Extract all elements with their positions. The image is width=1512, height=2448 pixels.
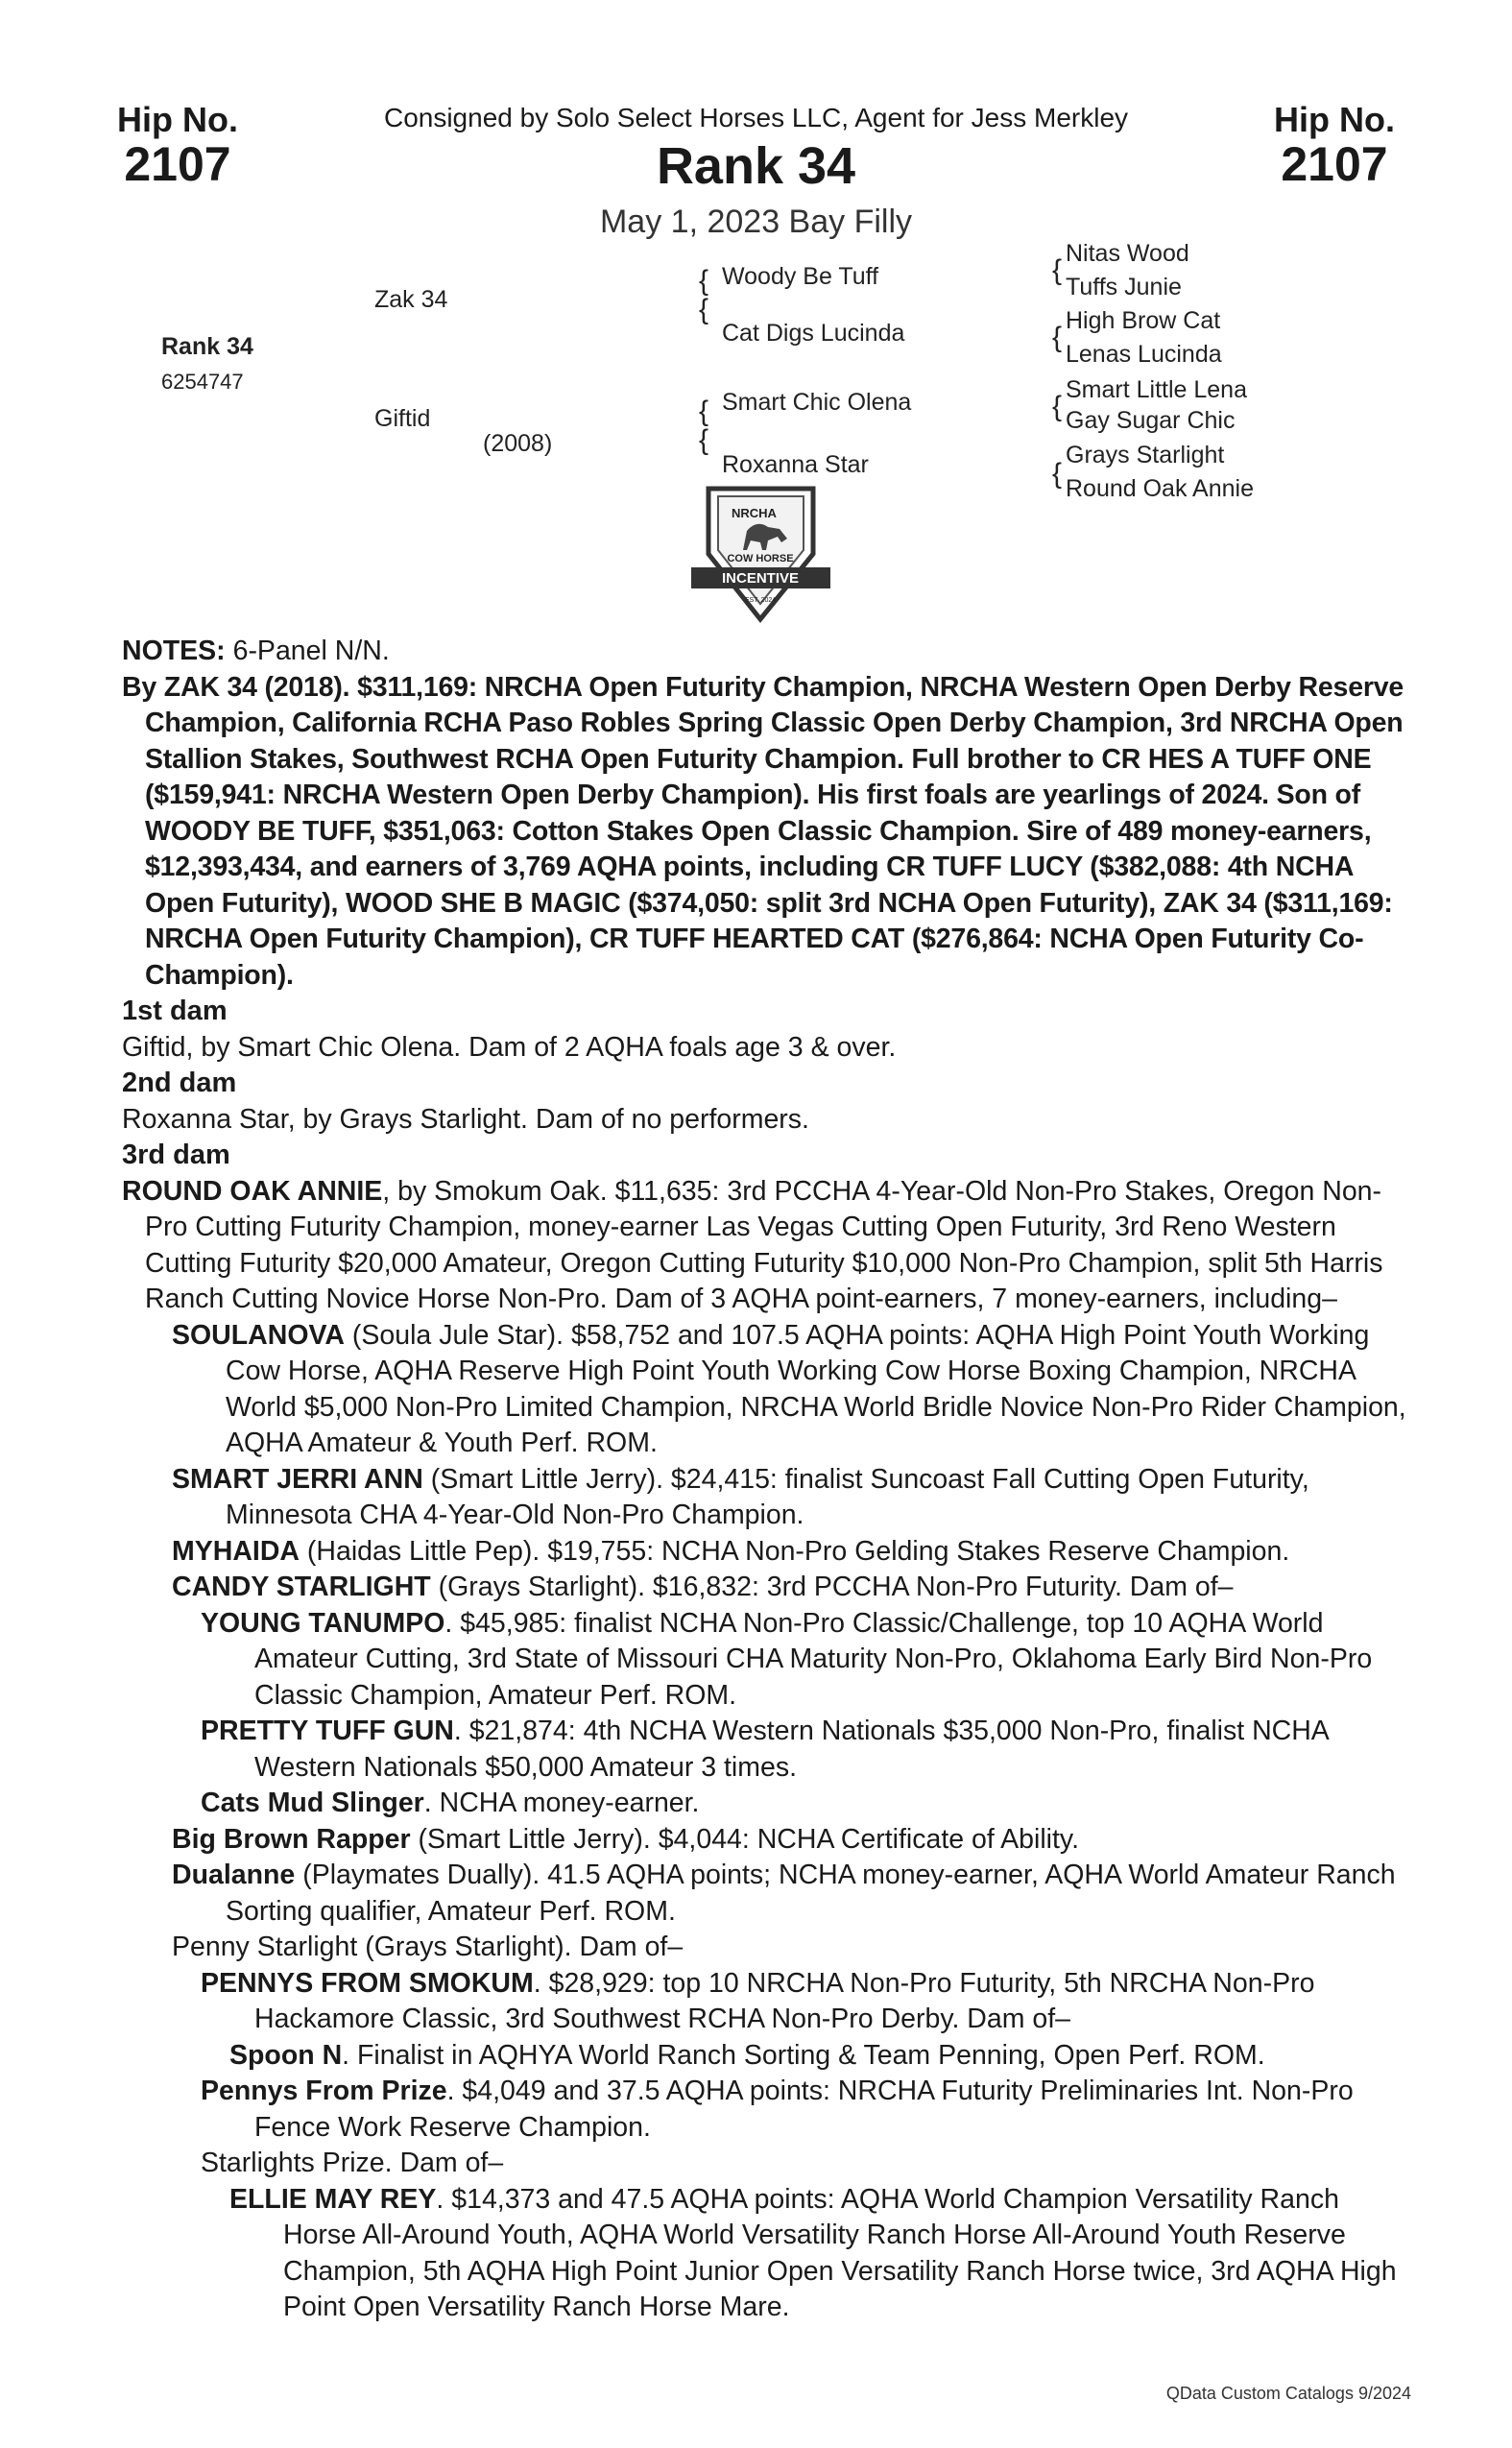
produce-name: SMART JERRI ANN [172, 1463, 423, 1495]
produce-name: ELLIE MAY REY [229, 2183, 437, 2215]
produce-big-brown-rapper [172, 1822, 1408, 1859]
pedigree-sire-dam: Cat Digs Lucinda [722, 320, 905, 347]
produce-candy-starlight [172, 1570, 1408, 1606]
produce-text: . $21,874: 4th NCHA Western Nationals $35,000 Non-Pro, finalist NCHA Western Nationals $50,000 Amateur 3 times. [254, 1716, 1329, 1783]
nrcha-incentive-logo [691, 485, 830, 624]
pedigree-g2: Tuffs Junie [1066, 274, 1182, 300]
catalog-footer: QData Custom Catalogs 9/2024 [1165, 2384, 1411, 2403]
notes-line [122, 634, 1408, 670]
produce-name: CANDY STARLIGHT [172, 1572, 431, 1602]
produce-name: PRETTY TUFF GUN [201, 1716, 454, 1746]
pedigree-sire: Zak 34 [374, 286, 448, 313]
produce-name: Dualanne [172, 1860, 296, 1890]
pedigree-brace-g3: { [1052, 322, 1063, 353]
hip-number-left: 2107 [124, 137, 231, 191]
candy-starlight-produce [172, 1606, 1408, 1822]
produce-text: (Soula Jule Star). $58,752 and 107.5 AQHA points: AQHA High Point Youth Working Cow Horse, AQHA Reserve High Point Youth Working Cow Horse Boxing Champion, NRCHA World $5,000 Non-Pro Limited Champion, NRCHA World Bridle Novice Non-Pro Rider Champion, AQHA Amateur & Youth Perf. ROM. [226, 1319, 1406, 1458]
produce-text: . $4,049 and 37.5 AQHA points: NRCHA Futurity Preliminaries Int. Non-Pro Fence Work Reserve Champion. [254, 2076, 1354, 2143]
pedigree-brace-sire-2: { [699, 294, 709, 325]
produce-starlights-prize: Starlights Prize. Dam of– [201, 2148, 504, 2178]
pedigree-brace-dam-2: { [699, 424, 709, 456]
produce-name: Spoon N [229, 2039, 343, 2071]
produce-text: (Smart Little Jerry). $24,415: finalist Suncoast Fall Cutting Open Futurity, Minnesota CHA 4-Year-Old Non-Pro Champion. [226, 1463, 1309, 1530]
produce-name: Big Brown Rapper [172, 1823, 411, 1855]
produce-name: SOULANOVA [172, 1319, 345, 1351]
dam1-heading: 1st dam [122, 996, 228, 1026]
sire-paragraph: By ZAK 34 (2018). $311,169: NRCHA Open Futurity Champion, NRCHA Western Open Derby Reserve Champion, California RCHA Paso Robles Spring Classic Open Derby Champion, 3rd NRCHA Open Stallion Stakes, Southwest RCHA Open Futurity Champion. Full brother to CR HES A TUFF ONE ($159,941: NRCHA Western Open Derby Champion). His first foals are yearlings of 2024. Son of WOODY BE TUFF, $351,063: Cotton Stakes Open Classic Champion. Sire of 489 money-earners, $12,393,434, and earners of 3,769 AQHA points, including CR TUFF LUCY ($382,088: 4th NCHA Open Futurity), WOOD SHE B MAGIC ($374,050: split 3rd NCHA Open Futurity), ZAK 34 ($311,169: NRCHA Open Futurity Champion), CR TUFF HEARTED CAT ($276,864: NCHA Open Futurity Co-Champion). [122, 671, 1404, 991]
pedigree-g1: Nitas Wood [1066, 240, 1189, 267]
pedigree-dam: Giftid [374, 405, 431, 432]
svg-text:COW HORSE: COW HORSE [727, 553, 794, 564]
produce-text: (Grays Starlight). $16,832: 3rd PCCHA Non-Pro Futurity. Dam of– [430, 1572, 1234, 1602]
consignor-line: Consigned by Solo Select Horses LLC, Agent for Jess Merkley [383, 103, 1129, 132]
svg-text:NRCHA: NRCHA [732, 506, 777, 520]
dam1-text: Giftid, by Smart Chic Olena. Dam of 2 AQHA foals age 3 & over. [122, 1031, 897, 1063]
pedigree-g7: Grays Starlight [1066, 442, 1225, 468]
pedigree-brace-g1: { [1052, 254, 1063, 286]
hip-label-left: Hip No. [117, 100, 238, 139]
pedigree-g5: Smart Little Lena [1066, 376, 1247, 403]
pedigree-g4: Lenas Lucinda [1066, 341, 1222, 368]
produce-text: . $28,929: top 10 NRCHA Non-Pro Futurity, 5th NRCHA Non-Pro Hackamore Classic, 3rd Southwest RCHA Non-Pro Derby. Dam of– [254, 1967, 1315, 2034]
subject-name: Rank 34 [161, 333, 253, 360]
notes-label: NOTES: [122, 636, 226, 666]
produce-list [122, 1318, 1408, 2326]
pedigree-brace-g7: { [1052, 458, 1063, 490]
dam3-text: , by Smokum Oak. $11,635: 3rd PCCHA 4-Year-Old Non-Pro Stakes, Oregon Non-Pro Cutting Futurity Champion, money-earner Las Vegas Cutting Open Futurity, 3rd Reno Western Cutting Futurity $20,000 Amateur, Oregon Cutting Futurity $10,000 Non-Pro Champion, split 5th Harris Ranch Cutting Novice Horse Non-Pro. Dam of 3 AQHA point-earners, 7 money-earners, including– [145, 1175, 1383, 1314]
pedigree-g3: High Brow Cat [1066, 307, 1221, 334]
produce-myhaida [172, 1534, 1408, 1571]
produce-smart-jerri-ann [172, 1462, 1408, 1534]
produce-pretty-tuff-gun [201, 1714, 1408, 1786]
produce-text: . Finalist in AQHYA World Ranch Sorting & Team Penning, Open Perf. ROM. [342, 2039, 1265, 2071]
produce-name: PENNYS FROM SMOKUM [201, 1967, 534, 1999]
produce-ellie-may-rey [229, 2182, 1408, 2326]
produce-text: (Smart Little Jerry). $4,044: NCHA Certificate of Ability. [410, 1823, 1079, 1855]
produce-name: MYHAIDA [172, 1535, 300, 1567]
produce-dualanne [172, 1858, 1408, 1930]
pedigree-dam-dam: Roxanna Star [722, 451, 869, 478]
produce-text: (Haidas Little Pep). $19,755: NCHA Non-Pro Gelding Stakes Reserve Champion. [300, 1535, 1290, 1567]
produce-text: . NCHA money-earner. [423, 1788, 700, 1818]
pedigree-brace-g5: { [1052, 391, 1063, 422]
dam3-heading: 3rd dam [122, 1140, 230, 1170]
registration-number: 6254747 [161, 370, 244, 394]
produce-name: Cats Mud Slinger [201, 1788, 424, 1818]
dam2-heading: 2nd dam [122, 1068, 237, 1098]
starlights-prize-produce [201, 2182, 1408, 2326]
hip-number-right: 2107 [1281, 137, 1388, 191]
produce-pennys-from-smokum [201, 1966, 1408, 2038]
produce-spoon-n [201, 2038, 1408, 2075]
pedigree-brace-sire: { [699, 265, 709, 297]
penny-starlight-produce [172, 1966, 1408, 2326]
notes-text: 6-Panel N/N. [232, 636, 390, 666]
catalog-body [122, 634, 1408, 2326]
produce-cats-mud-slinger [201, 1786, 1408, 1822]
produce-name: Pennys From Prize [201, 2076, 447, 2106]
pedigree-sire-sire: Woody Be Tuff [722, 263, 879, 290]
dam3-name: ROUND OAK ANNIE [122, 1175, 383, 1207]
pedigree-g8: Round Oak Annie [1066, 475, 1254, 502]
produce-soulanova [172, 1318, 1408, 1462]
produce-young-tanumpo [201, 1606, 1408, 1715]
produce-text: . $14,373 and 47.5 AQHA points: AQHA World Champion Versatility Ranch Horse All-Around Youth, AQHA World Versatility Ranch Horse All-Around Youth Reserve Champion, 5th AQHA High Point Junior Open Versatility Ranch Horse twice, 3rd AQHA High Point Open Versatility Ranch Horse Mare. [283, 2183, 1397, 2322]
dam2-text: Roxanna Star, by Grays Starlight. Dam of no performers. [122, 1103, 809, 1135]
svg-text:EST. 2024: EST. 2024 [744, 597, 777, 604]
pedigree-dam-sire: Smart Chic Olena [722, 389, 912, 416]
dam3-paragraph [122, 1174, 1408, 1318]
produce-pennys-from-prize [201, 2074, 1408, 2146]
pedigree-g6: Gay Sugar Chic [1066, 407, 1236, 434]
produce-name: YOUNG TANUMPO [201, 1607, 445, 1639]
foal-info: May 1, 2023 Bay Filly [599, 204, 913, 240]
svg-text:INCENTIVE: INCENTIVE [721, 570, 800, 587]
pedigree-dam-year: (2008) [483, 430, 553, 457]
hip-label-right: Hip No. [1274, 100, 1395, 139]
pedigree-brace-dam: { [699, 396, 709, 427]
produce-text: . $45,985: finalist NCHA Non-Pro Classic/Challenge, top 10 AQHA World Amateur Cutting, 3rd State of Missouri CHA Maturity Non-Pro, Oklahoma Early Bird Non-Pro Classic Champion, Amateur Perf. ROM. [254, 1607, 1373, 1711]
produce-text: (Playmates Dually). 41.5 AQHA points; NCHA money-earner, AQHA World Amateur Ranch Sorting qualifier, Amateur Perf. ROM. [226, 1860, 1396, 1927]
horse-title: Rank 34 [656, 137, 856, 195]
produce-penny-starlight: Penny Starlight (Grays Starlight). Dam of– [172, 1932, 684, 1962]
